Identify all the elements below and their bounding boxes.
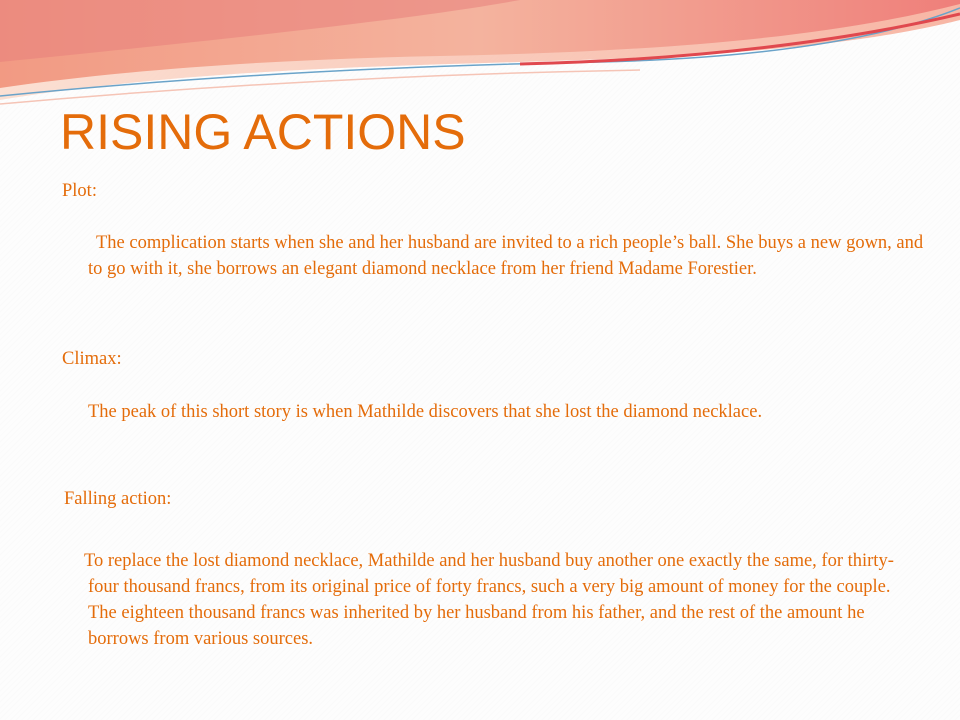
- climax-label: Climax:: [62, 349, 122, 369]
- falling-action-text: To replace the lost diamond necklace, Mathilde and her husband buy another one exactly the same, for thirty-four thousand francs, from its original price of forty francs, such a very big amount of money for the couple. The eighteen thousand francs was inherited by her husband from his father, and the rest of the amount he borrows from various sources.: [84, 551, 894, 649]
- slide-title: RISING ACTIONS: [60, 104, 466, 160]
- plot-text: The complication starts when she and her husband are invited to a rich people’s ball. She buys a new gown, and to go with it, she borrows an elegant diamond necklace from her friend Madame Forestier.: [88, 233, 924, 279]
- plot-label: Plot:: [62, 181, 97, 201]
- falling-action-label: Falling action:: [64, 489, 172, 509]
- climax-text: The peak of this short story is when Mathilde discovers that she lost the diamond necklace.: [88, 402, 763, 422]
- decorative-banner: [0, 0, 960, 110]
